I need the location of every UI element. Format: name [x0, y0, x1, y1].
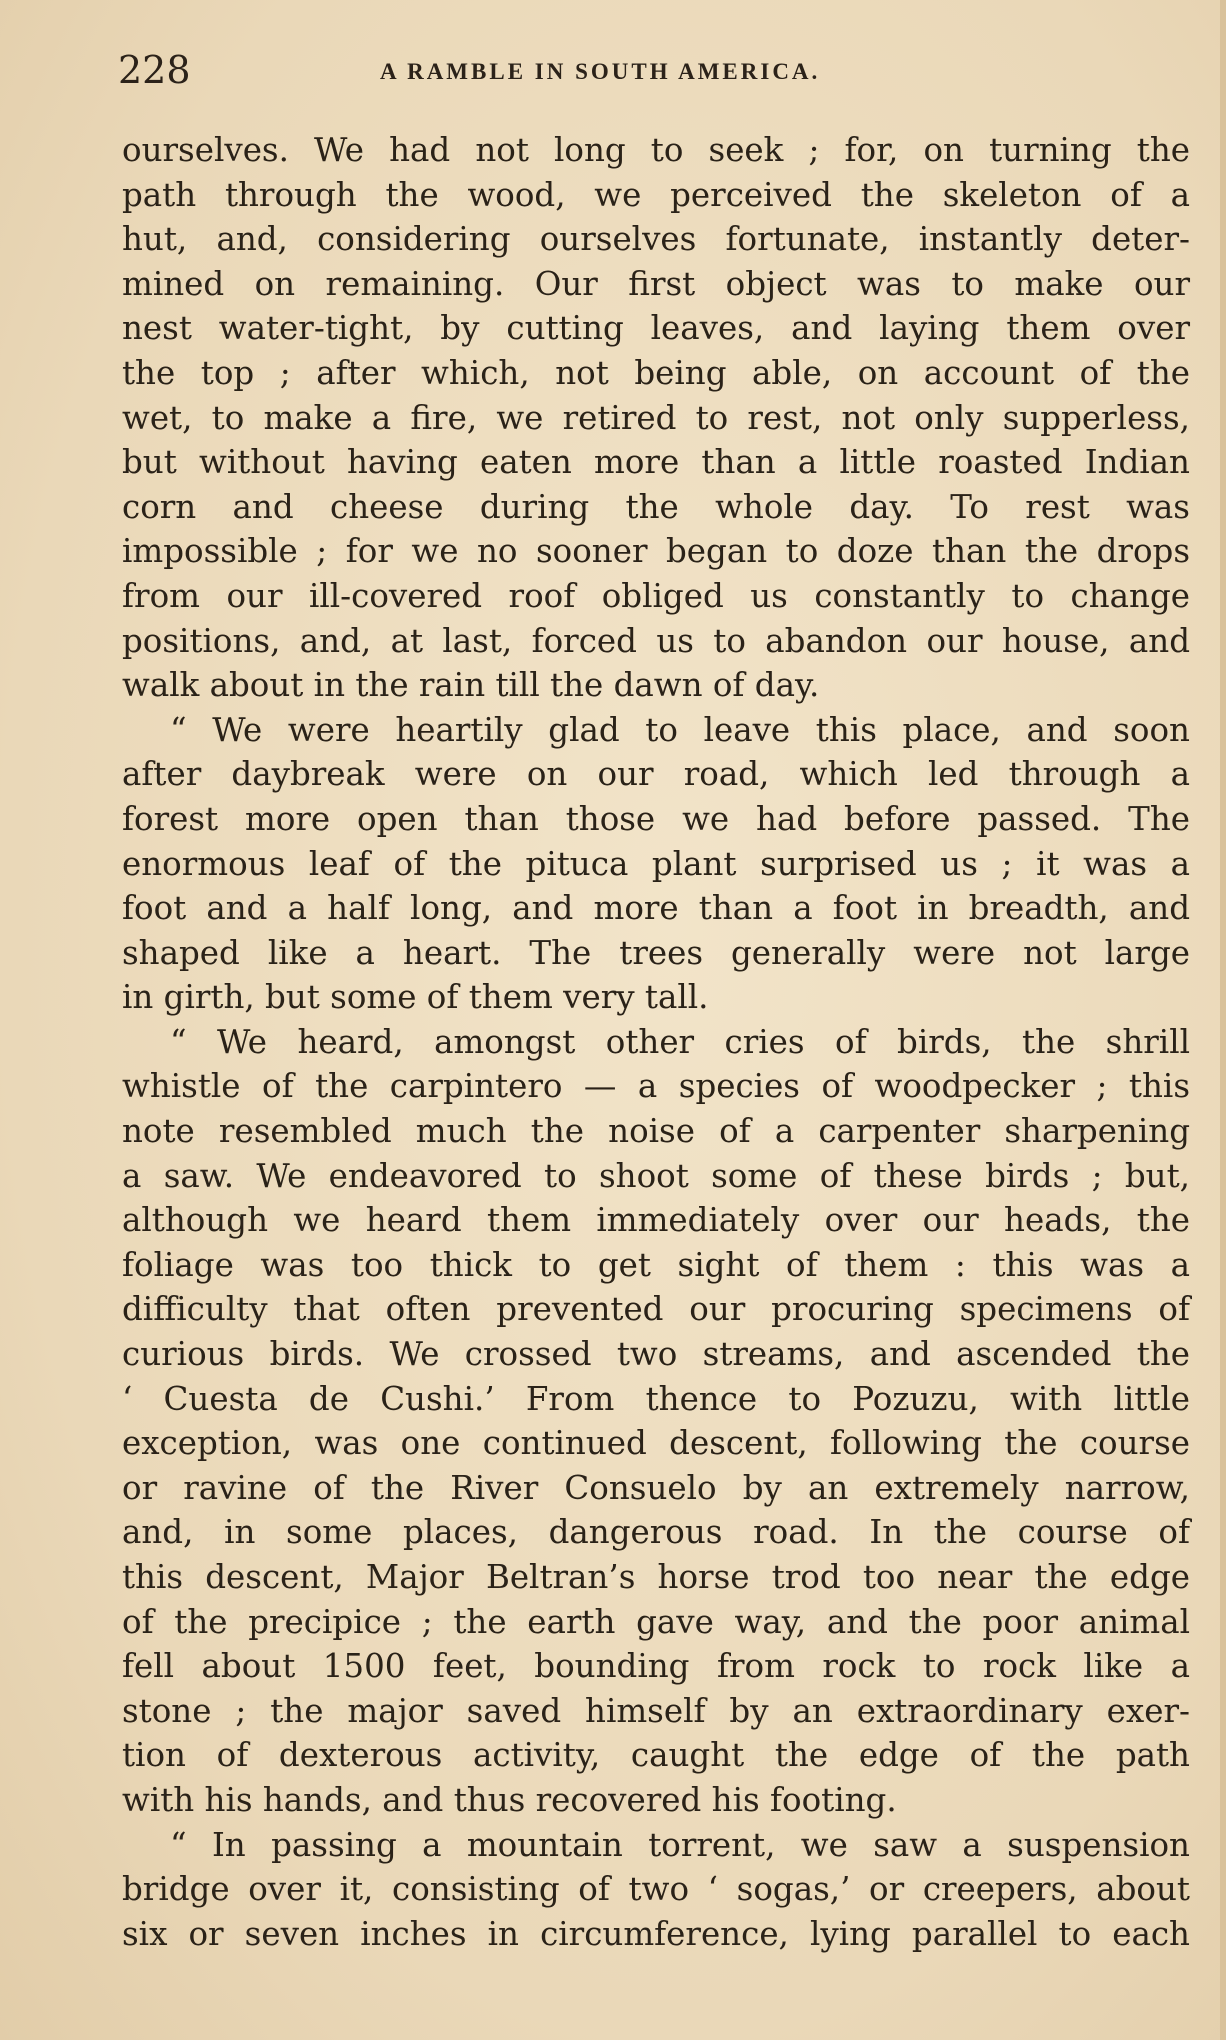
text-line: note resembled much the noise of a carpenter sharpening [122, 1112, 1190, 1151]
text-line: tion of dexterous activity, caught the edge of the path [122, 1736, 1190, 1775]
text-line: a saw. We endeavored to shoot some of these birds ; but, [122, 1156, 1190, 1195]
text-line: positions, and, at last, forced us to abandon our house, and [122, 621, 1190, 660]
text-line: six or seven inches in circumference, lying parallel to each [122, 1914, 1190, 1953]
text-line: or ravine of the River Consuelo by an extremely narrow, [122, 1468, 1190, 1507]
text-line: foliage was too thick to get sight of them : this was a [122, 1245, 1190, 1284]
text-line: “ We heard, amongst other cries of birds, the shrill [170, 1022, 1190, 1061]
text-line: walk about in the rain till the dawn of day. [122, 666, 820, 705]
text-line: nest water-tight, by cutting leaves, and laying them over [122, 309, 1190, 348]
body-text [122, 128, 1190, 1956]
text-line: hut, and, considering ourselves fortunate, instantly deter- [122, 220, 1190, 259]
text-line: “ We were heartily glad to leave this place, and soon [170, 710, 1190, 749]
text-line: path through the wood, we perceived the skeleton of a [122, 175, 1190, 214]
text-line: corn and cheese during the whole day. To rest was [122, 487, 1190, 526]
page-number: 228 [118, 48, 191, 92]
text-line: the top ; after which, not being able, on account of the [122, 353, 1190, 392]
text-line: from our ill-covered roof obliged us constantly to change [122, 576, 1190, 615]
text-line: enormous leaf of the pituca plant surprised us ; it was a [122, 844, 1190, 883]
text-line: mined on remaining. Our first object was to make our [122, 264, 1190, 303]
text-line: curious birds. We crossed two streams, and ascended the [122, 1335, 1190, 1374]
text-line: bridge over it, consisting of two ‘ sogas,’ or creepers, about [122, 1870, 1190, 1909]
text-line: in girth, but some of them very tall. [122, 978, 709, 1017]
text-line: ‘ Cuesta de Cushi.’ From thence to Pozuzu, with little [122, 1379, 1190, 1418]
text-line: fell about 1500 feet, bounding from rock to rock like a [122, 1647, 1190, 1686]
text-line: forest more open than those we had before passed. The [122, 799, 1190, 838]
text-line: whistle of the carpintero — a species of woodpecker ; this [122, 1067, 1190, 1106]
text-line: with his hands, and thus recovered his footing. [122, 1780, 897, 1819]
text-line: although we heard them immediately over our heads, the [122, 1201, 1190, 1240]
text-line: exception, was one continued descent, following the course [122, 1424, 1190, 1463]
text-line: impossible ; for we no sooner began to doze than the drops [122, 532, 1190, 571]
text-line: but without having eaten more than a little roasted Indian [122, 443, 1190, 482]
text-line: and, in some places, dangerous road. In the course of [122, 1513, 1190, 1552]
text-line: wet, to make a fire, we retired to rest, not only supperless, [122, 398, 1190, 437]
text-line: of the precipice ; the earth gave way, and the poor animal [122, 1602, 1190, 1641]
text-line: foot and a half long, and more than a foot in breadth, and [122, 889, 1190, 928]
text-line: this descent, Major Beltran’s horse trod too near the edge [122, 1558, 1190, 1596]
text-line: “ In passing a mountain torrent, we saw a suspension [170, 1825, 1190, 1864]
text-line: shaped like a heart. The trees generally were not large [122, 933, 1190, 972]
running-head [118, 42, 1193, 98]
text-line: stone ; the major saved himself by an extraordinary exer- [122, 1691, 1190, 1730]
text-line: ourselves. We had not long to seek ; for, on turning the [122, 131, 1190, 169]
text-line: after daybreak were on our road, which led through a [122, 755, 1190, 794]
text-line: difficulty that often prevented our procuring specimens of [122, 1290, 1190, 1329]
book-title: A RAMBLE IN SOUTH AMERICA. [380, 59, 821, 84]
page-edge [1220, 0, 1226, 2040]
